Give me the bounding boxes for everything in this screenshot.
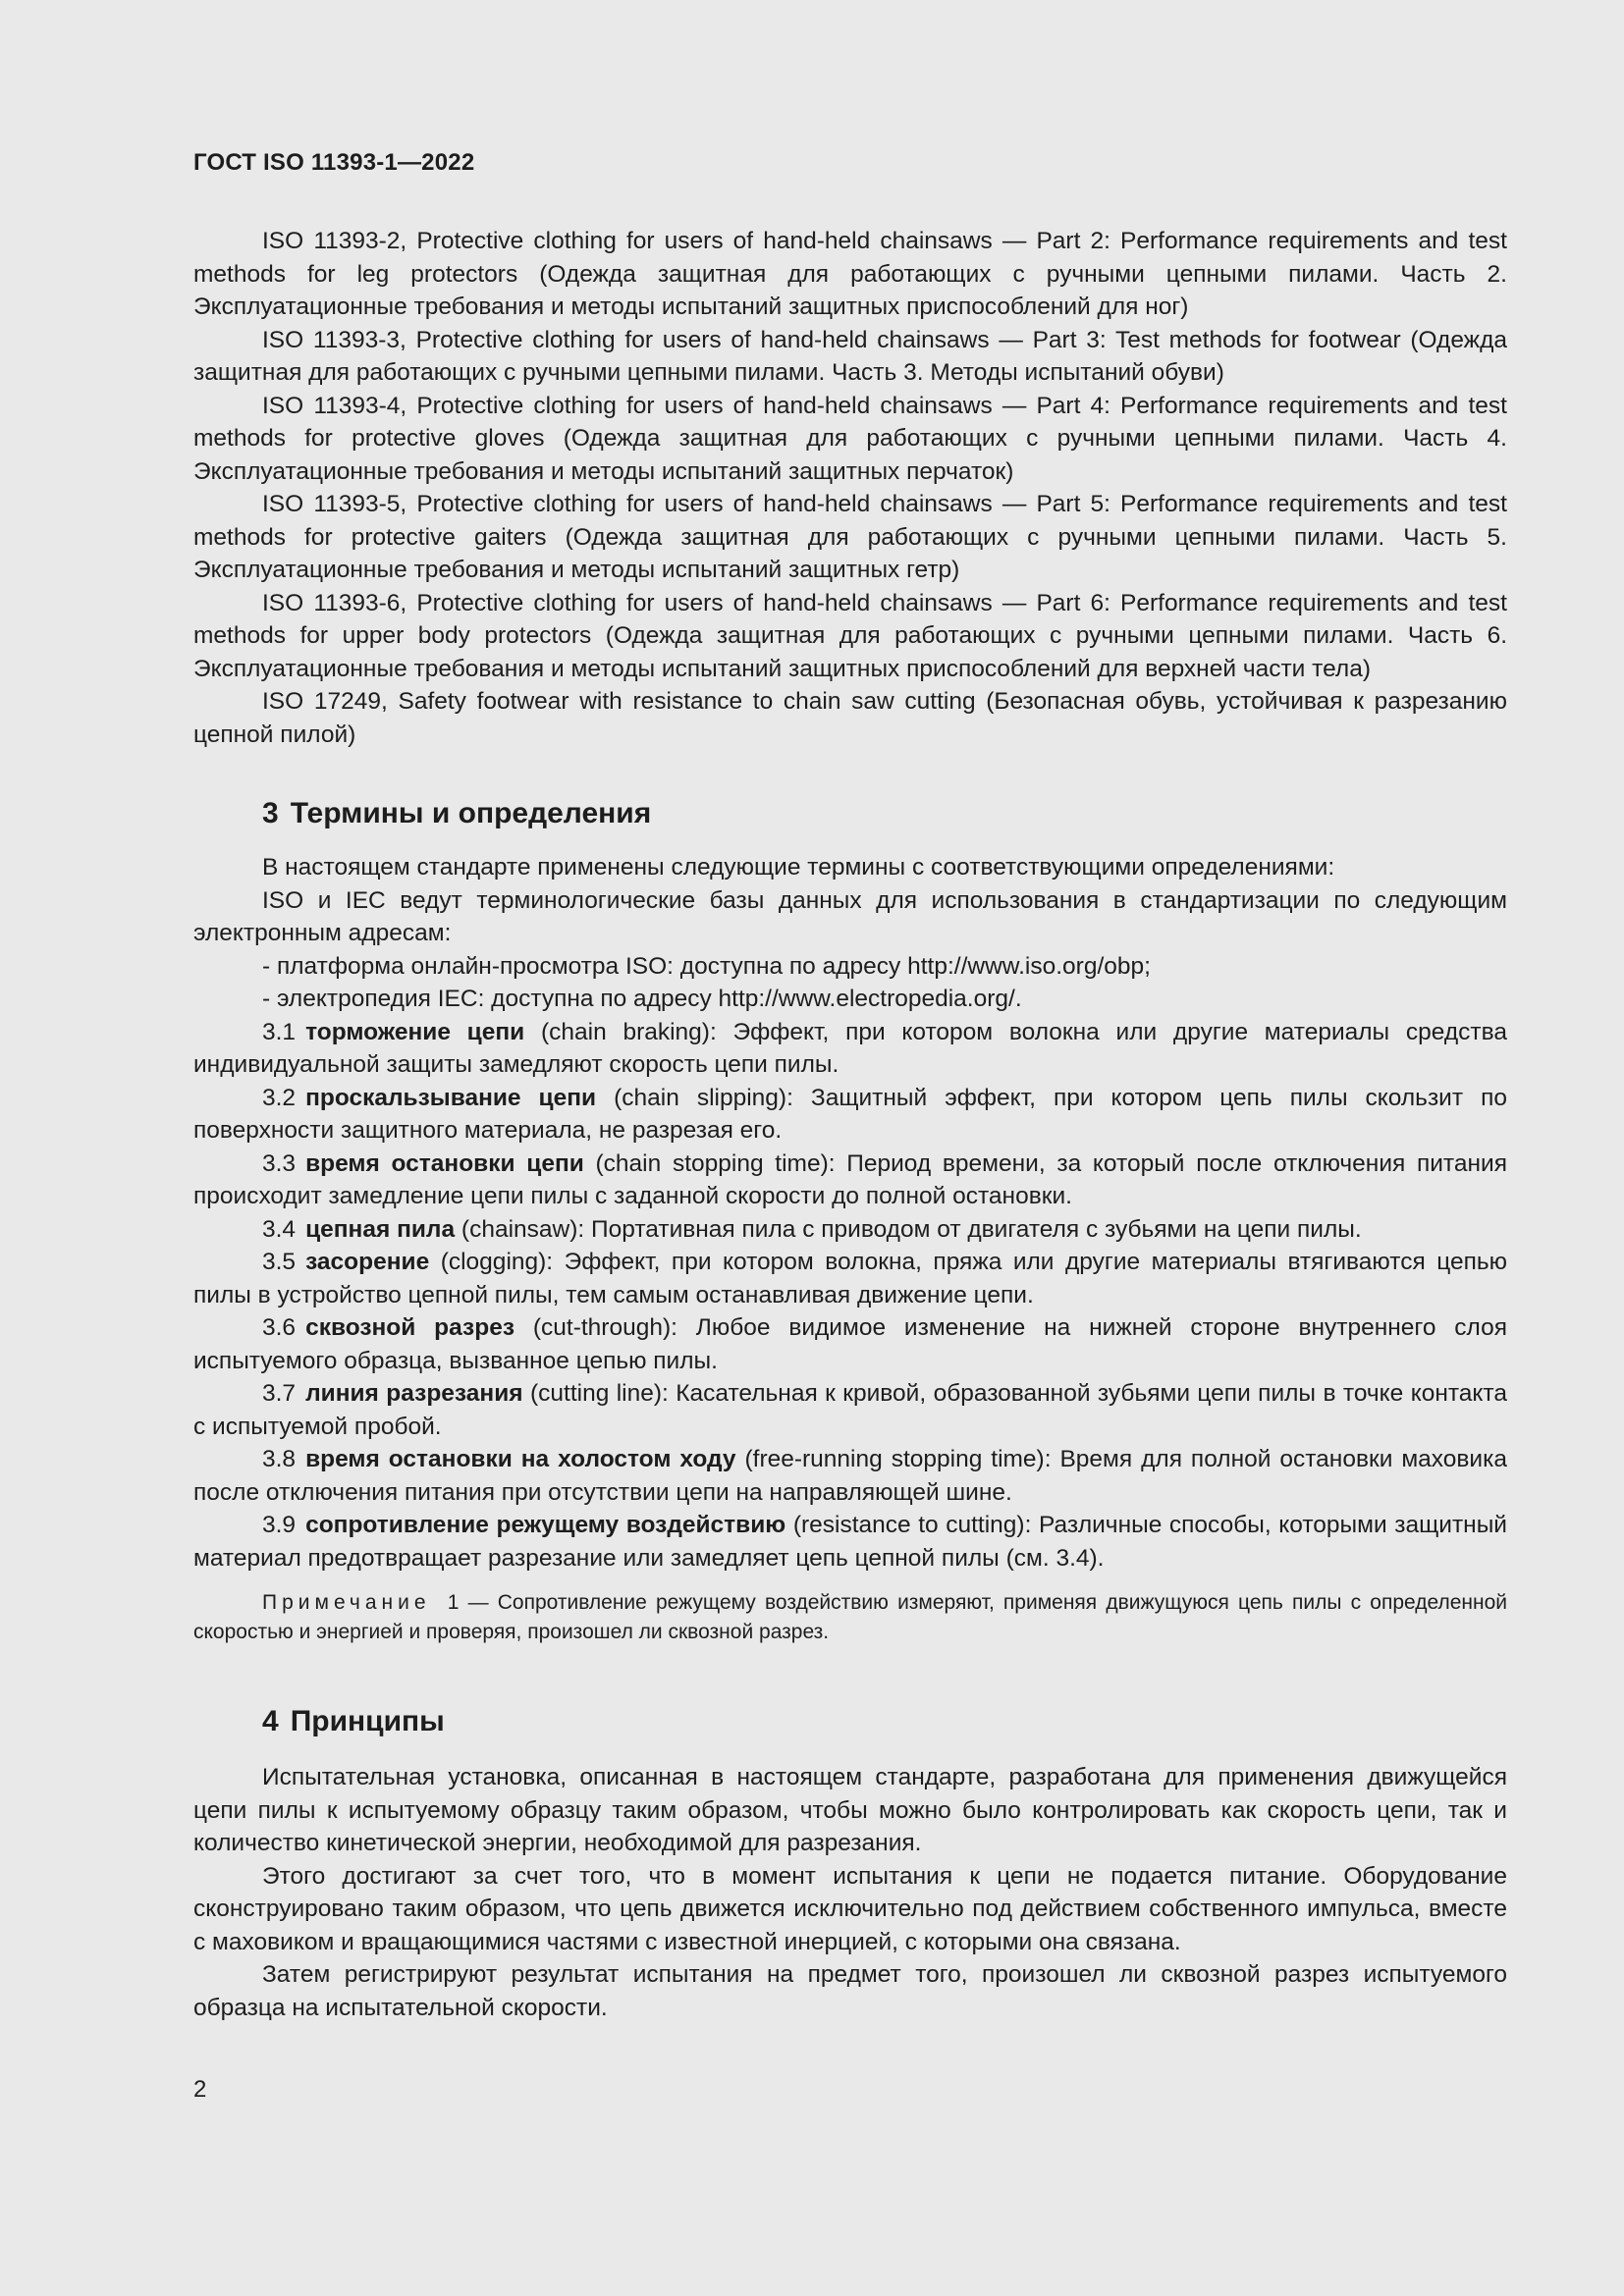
term-number: 3.2 [262, 1084, 297, 1111]
principles-paragraph: Этого достигают за счет того, что в момент испытания к цепи не подается питание. Оборудование сконструировано таким образом, что цепь движется исключительно под действием собственного импульса, вместе с маховиком и вращающимися частями с известной инерцией, с которыми она связана. [193, 1862, 1507, 1955]
reference-item: ISO 11393-5, Protective clothing for users of hand-held chainsaws — Part 5: Performance requirements and test methods for protective gaiters (Одежда защитная для работающих с ручными цепными пилами. Часть 5. Эксплуатационные требования и методы испытаний защитных гетр) [193, 491, 1507, 583]
term-definition: (cut-through): Любое видимое изменение на нижней стороне внутреннего слоя испытуемого образца, вызванное цепью пилы. [193, 1314, 1507, 1374]
term-number: 3.8 [262, 1446, 297, 1472]
note-text: — Сопротивление режущему воздействию измеряют, применяя движущуюся цепь пилы с определенной скоростью и энергией и проверяя, произошел ли сквозной разрез. [193, 1591, 1507, 1643]
term-entry [193, 1443, 1507, 1509]
term-name: цепная пила [305, 1215, 456, 1243]
term-entry [193, 1082, 1507, 1148]
term-number: 3.3 [262, 1149, 297, 1177]
term-definition: (free-running stopping time): Время для полной остановки маховика после отключения питания при отсутствии цепи на направляющей шине. [193, 1446, 1507, 1506]
reference-item: ISO 11393-4, Protective clothing for users of hand-held chainsaws — Part 4: Performance requirements and test methods for protective gloves (Одежда защитная для работающих с ручными цепными пилами. Часть 4. Эксплуатационные требования и методы испытаний защитных перчаток) [193, 392, 1507, 485]
term-entry [193, 1377, 1507, 1443]
term-name: торможение цепи [305, 1018, 525, 1045]
term-name: проскальзывание цепи [305, 1084, 597, 1111]
note-label: Примечание [262, 1591, 431, 1614]
term-definition: (cutting line): Касательная к кривой, образованной зубьями цепи пилы в точке контакта с испытуемой пробой. [193, 1380, 1507, 1440]
reference-item: ISO 11393-6, Protective clothing for users of hand-held chainsaws — Part 6: Performance requirements and test methods for upper body protectors (Одежда защитная для работающих с ручными цепными пилами. Часть 6. Эксплуатационные требования и методы испытаний защитных приспособлений для верхней части тела) [193, 589, 1507, 682]
term-number: 3.4 [262, 1215, 297, 1243]
term-name: время остановки на холостом ходу [305, 1446, 736, 1472]
principles-paragraph: Испытательная установка, описанная в настоящем стандарте, разработана для применения движущейся цепи пилы к испытуемому образцу таким образом, чтобы можно было контролировать как скорость цепи, так и количество кинетической энергии, необходимой для разрезания. [193, 1764, 1507, 1856]
term-number: 3.1 [262, 1018, 297, 1045]
reference-item: ISO 17249, Safety footwear with resistance to chain saw cutting (Безопасная обувь, устойчивая к разрезанию цепной пилой) [193, 688, 1507, 748]
term-number: 3.5 [262, 1249, 297, 1275]
term-entry [193, 1311, 1507, 1377]
term-definition: (chain braking): Эффект, при котором волокна или другие материалы средства индивидуальной защиты замедляют скорость цепи пилы. [193, 1018, 1507, 1078]
term-entry [193, 1016, 1507, 1082]
iso-iec-paragraph: ISO и IEC ведут терминологические базы данных для использования в стандартизации по следующим электронным адресам: [193, 886, 1507, 946]
term-definition: (chainsaw): Портативная пила с приводом от двигателя с зубьями на цепи пилы. [455, 1215, 1362, 1243]
principles-paragraph: Затем регистрируют результат испытания на предмет того, произошел ли сквозной разрез испытуемого образца на испытательной скорости. [193, 1961, 1507, 2021]
term-name: время остановки цепи [305, 1149, 584, 1177]
section-intro: В настоящем стандарте применены следующие термины с соответствующими определениями: [262, 854, 1335, 881]
bullet-item: - электропедия IEC: доступна по адресу http://www.electropedia.org/. [262, 986, 1022, 1012]
term-entry [193, 1213, 1507, 1247]
term-number: 3.7 [262, 1380, 297, 1407]
section-number: 4 [262, 1705, 279, 1737]
term-entry [193, 1148, 1507, 1213]
term-definition: (resistance to cutting): Различные способы, которыми защитный материал предотвращает разрезание или замедляет цепь цепной пилы (см. 3.4). [193, 1512, 1507, 1572]
reference-item: ISO 11393-3, Protective clothing for users of hand-held chainsaws — Part 3: Test methods for footwear (Одежда защитная для работающих с ручными цепными пилами. Часть 3. Методы испытаний обуви) [193, 326, 1507, 386]
term-definition: (chain slipping): Защитный эффект, при котором цепь пилы скользит по поверхности защитного материала, не разрезая его. [193, 1084, 1507, 1144]
section-heading-3 [193, 794, 1507, 833]
note-number: 1 [447, 1591, 460, 1614]
term-name: линия разрезания [305, 1380, 523, 1407]
term-name: сопротивление режущему воздействию [305, 1512, 786, 1538]
section-title: Термины и определения [290, 797, 652, 829]
term-number: 3.6 [262, 1314, 297, 1341]
note [193, 1588, 1507, 1647]
term-name: сквозной разрез [305, 1314, 515, 1341]
page-number: 2 [193, 2076, 207, 2103]
bullet-item: - платформа онлайн-просмотра ISO: доступна по адресу http://www.iso.org/obp; [262, 952, 1151, 980]
document-header: ГОСТ ISO 11393-1—2022 [193, 149, 475, 176]
term-definition: (clogging): Эффект, при котором волокна, пряжа или другие материалы втягиваются цепью пилы в устройство цепной пилы, тем самым останавливая движение цепи. [193, 1249, 1507, 1308]
page-content [193, 225, 1507, 2024]
term-name: засорение [305, 1249, 430, 1275]
section-title: Принципы [290, 1705, 445, 1737]
section-number: 3 [262, 797, 279, 829]
section-heading-4 [193, 1702, 1507, 1741]
term-entry [193, 1246, 1507, 1311]
reference-item: ISO 11393-2, Protective clothing for users of hand-held chainsaws — Part 2: Performance requirements and test methods for leg protectors (Одежда защитная для работающих с ручными цепными пилами. Часть 2. Эксплуатационные требования и методы испытаний защитных приспособлений для ног) [193, 228, 1507, 320]
term-entry [193, 1509, 1507, 1575]
normative-references-list [193, 225, 1507, 751]
term-number: 3.9 [262, 1512, 297, 1538]
term-definition: (chain stopping time): Период времени, за который после отключения питания происходит замедление цепи пилы с заданной скорости до полной остановки. [193, 1149, 1507, 1209]
